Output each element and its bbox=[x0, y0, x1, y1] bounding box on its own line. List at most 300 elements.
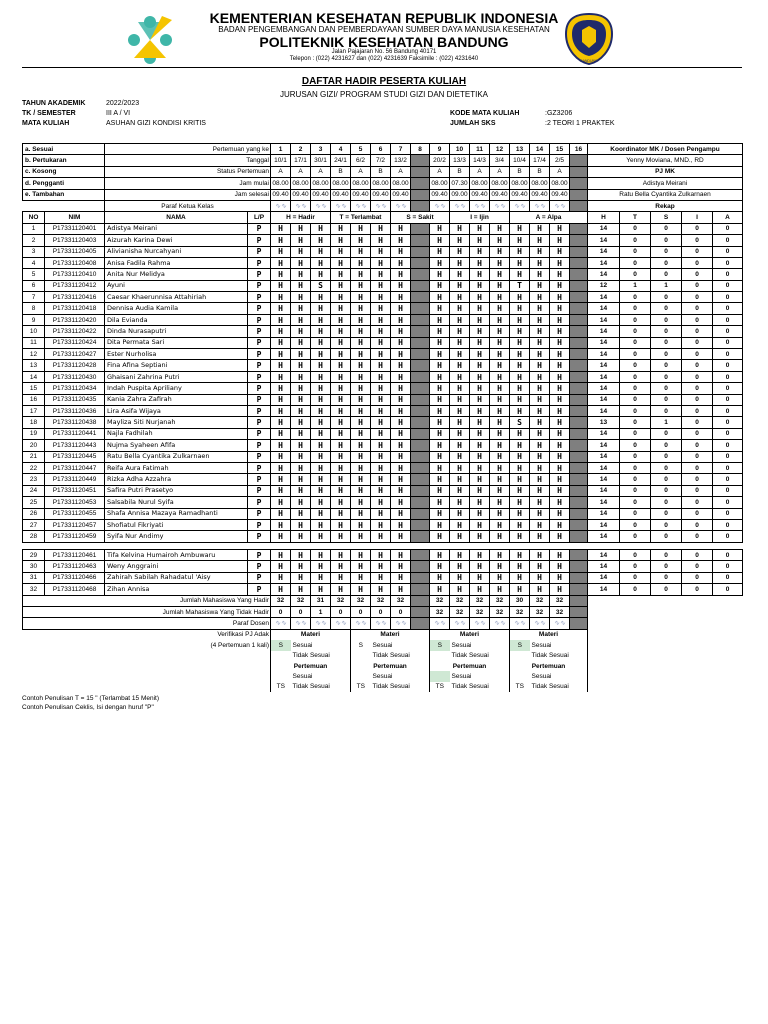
attendance-mark: H bbox=[550, 326, 570, 337]
session-selesai-cell bbox=[411, 189, 430, 200]
attendance-mark: H bbox=[311, 257, 331, 268]
blank-session-cell bbox=[411, 417, 430, 428]
attendance-mark: H bbox=[550, 314, 570, 325]
attendance-mark: H bbox=[550, 561, 570, 572]
attendance-mark: H bbox=[470, 383, 490, 394]
attendance-mark: H bbox=[371, 349, 391, 360]
student-row bbox=[23, 550, 743, 561]
attendance-mark: H bbox=[351, 428, 371, 439]
attendance-mark: H bbox=[470, 326, 490, 337]
attendance-mark: H bbox=[331, 383, 351, 394]
student-lp: P bbox=[248, 405, 271, 416]
attendance-mark: H bbox=[470, 462, 490, 473]
rekap-value: 14 bbox=[588, 394, 620, 405]
attendance-mark: H bbox=[311, 371, 331, 382]
rekap-value: 0 bbox=[651, 462, 682, 473]
rekap-value: 14 bbox=[588, 246, 620, 257]
student-lp: P bbox=[248, 440, 271, 451]
summary-value: 32 bbox=[430, 606, 450, 617]
attendance-mark: H bbox=[311, 314, 331, 325]
row-label-pertemuan: Pertemuan yang ke bbox=[105, 144, 271, 155]
attendance-mark: H bbox=[371, 508, 391, 519]
paraf-dosen-signature: ∿∿ bbox=[430, 618, 450, 629]
session-mulai-cell: 08.00 bbox=[271, 178, 291, 189]
attendance-mark: H bbox=[311, 531, 331, 542]
rekap-value: 0 bbox=[620, 246, 651, 257]
session-mulai-cell: 07.30 bbox=[450, 178, 470, 189]
attendance-mark: H bbox=[510, 303, 530, 314]
session-mulai-cell bbox=[570, 178, 588, 189]
attendance-mark: H bbox=[291, 371, 311, 382]
attendance-mark: H bbox=[291, 235, 311, 246]
summary-tidak-hadir-row bbox=[23, 606, 743, 617]
rekap-value: 0 bbox=[682, 280, 713, 291]
student-nim: P17331120405 bbox=[45, 246, 105, 257]
attendance-mark: H bbox=[490, 428, 510, 439]
attendance-mark: H bbox=[510, 292, 530, 303]
attendance-mark: H bbox=[311, 508, 331, 519]
rekap-value: 0 bbox=[620, 531, 651, 542]
blank-session-cell bbox=[411, 451, 430, 462]
paraf-signature-cell: ∿∿ bbox=[510, 200, 530, 211]
paraf-signature-cell: ∿∿ bbox=[311, 200, 331, 211]
attendance-mark: H bbox=[311, 497, 331, 508]
attendance-mark: H bbox=[271, 349, 291, 360]
attendance-mark: H bbox=[371, 561, 391, 572]
student-nim: P17331120436 bbox=[45, 405, 105, 416]
session-mulai-cell: 08.00 bbox=[371, 178, 391, 189]
rekap-value: 0 bbox=[620, 462, 651, 473]
attendance-mark: H bbox=[371, 235, 391, 246]
student-nim: P17331120418 bbox=[45, 303, 105, 314]
blank-session-cell bbox=[570, 371, 588, 382]
summary-value: 32 bbox=[530, 606, 550, 617]
verification-heading: Pertemuan bbox=[351, 661, 430, 671]
student-row bbox=[23, 508, 743, 519]
verification-option: Sesuai bbox=[530, 640, 588, 650]
rekap-value: 0 bbox=[713, 519, 743, 530]
attendance-mark: H bbox=[470, 360, 490, 371]
coordinator-cell: Yenny Moviana, MND., RD bbox=[588, 155, 743, 166]
attendance-mark: H bbox=[530, 561, 550, 572]
attendance-mark: H bbox=[371, 337, 391, 348]
student-lp: P bbox=[248, 561, 271, 572]
rekap-value: 0 bbox=[682, 550, 713, 561]
attendance-mark: H bbox=[550, 440, 570, 451]
attendance-mark: H bbox=[391, 451, 411, 462]
rekap-value: 0 bbox=[651, 371, 682, 382]
session-mulai-cell: 08.00 bbox=[490, 178, 510, 189]
attendance-mark: H bbox=[430, 462, 450, 473]
paraf-dosen-signature: ∿∿ bbox=[530, 618, 550, 629]
attendance-mark: H bbox=[331, 561, 351, 572]
attendance-mark: H bbox=[550, 371, 570, 382]
attendance-mark: H bbox=[311, 561, 331, 572]
legend-item: c. Kosong bbox=[23, 166, 105, 177]
attendance-mark: H bbox=[510, 269, 530, 280]
attendance-mark: H bbox=[530, 223, 550, 234]
paraf-dosen-signature: ∿∿ bbox=[311, 618, 331, 629]
attendance-mark: H bbox=[530, 428, 550, 439]
attendance-mark: H bbox=[450, 223, 470, 234]
attendance-mark: H bbox=[351, 394, 371, 405]
rekap-value: 0 bbox=[713, 550, 743, 561]
student-nim: P17331120457 bbox=[45, 519, 105, 530]
attendance-mark: H bbox=[271, 417, 291, 428]
rekap-value: 0 bbox=[620, 269, 651, 280]
attendance-mark: H bbox=[530, 508, 550, 519]
student-lp: P bbox=[248, 280, 271, 291]
attendance-mark: H bbox=[510, 440, 530, 451]
rekap-value: 0 bbox=[682, 269, 713, 280]
session-status-cell: A bbox=[430, 166, 450, 177]
student-lp: P bbox=[248, 235, 271, 246]
student-name: Mayliza Siti Nurjanah bbox=[105, 417, 248, 428]
verification-code: S bbox=[351, 640, 371, 650]
rekap-value: 14 bbox=[588, 303, 620, 314]
attendance-mark: H bbox=[291, 550, 311, 561]
attendance-mark: H bbox=[351, 269, 371, 280]
rekap-value: 0 bbox=[713, 326, 743, 337]
attendance-mark: H bbox=[291, 269, 311, 280]
student-no: 23 bbox=[23, 474, 45, 485]
attendance-mark: H bbox=[530, 349, 550, 360]
blank-session-cell bbox=[411, 326, 430, 337]
attendance-mark: H bbox=[291, 561, 311, 572]
rekap-value: 0 bbox=[620, 417, 651, 428]
attendance-mark: H bbox=[291, 360, 311, 371]
verification-option: Tidak Sesuai bbox=[530, 682, 588, 692]
summary-value: 32 bbox=[530, 595, 550, 606]
attendance-mark: H bbox=[311, 326, 331, 337]
student-nim: P17331120428 bbox=[45, 360, 105, 371]
blank-session-cell bbox=[570, 405, 588, 416]
blank-session-cell bbox=[570, 326, 588, 337]
attendance-mark: H bbox=[550, 383, 570, 394]
attendance-mark: H bbox=[271, 497, 291, 508]
verification-heading: Pertemuan bbox=[510, 661, 588, 671]
attendance-mark: H bbox=[530, 531, 550, 542]
attendance-mark: H bbox=[510, 497, 530, 508]
blank-session-cell bbox=[570, 519, 588, 530]
rekap-value: 0 bbox=[620, 519, 651, 530]
header-row-paraf bbox=[23, 200, 743, 211]
attendance-mark: H bbox=[291, 337, 311, 348]
paraf-dosen-signature: ∿∿ bbox=[331, 618, 351, 629]
rekap-value: 0 bbox=[651, 394, 682, 405]
summary-value: 30 bbox=[510, 595, 530, 606]
session-pertemuan-cell: 9 bbox=[430, 144, 450, 155]
student-name: Anisa Fadila Rahma bbox=[105, 257, 248, 268]
attendance-mark: H bbox=[510, 462, 530, 473]
attendance-mark: H bbox=[530, 292, 550, 303]
attendance-mark: H bbox=[371, 572, 391, 583]
attendance-mark: H bbox=[450, 497, 470, 508]
attendance-mark: H bbox=[550, 508, 570, 519]
attendance-mark: H bbox=[450, 235, 470, 246]
rekap-value: 0 bbox=[620, 371, 651, 382]
student-row bbox=[23, 417, 743, 428]
attendance-mark: H bbox=[271, 474, 291, 485]
attendance-mark: H bbox=[351, 235, 371, 246]
verification-code bbox=[510, 671, 530, 681]
verification-heading: Pertemuan bbox=[430, 661, 510, 671]
attendance-mark: H bbox=[371, 269, 391, 280]
attendance-mark: H bbox=[430, 371, 450, 382]
col-no: NO bbox=[23, 212, 45, 223]
coordinator-cell: Koordinator MK / Dosen Pengampu bbox=[588, 144, 743, 155]
row-label-mulai: Jam mulai bbox=[105, 178, 271, 189]
summary-value: 32 bbox=[550, 595, 570, 606]
attendance-mark: H bbox=[331, 497, 351, 508]
attendance-mark: H bbox=[311, 572, 331, 583]
rekap-value: 14 bbox=[588, 519, 620, 530]
attendance-mark: H bbox=[271, 257, 291, 268]
attendance-mark: H bbox=[391, 497, 411, 508]
attendance-mark: H bbox=[371, 417, 391, 428]
student-row bbox=[23, 584, 743, 595]
attendance-mark: H bbox=[430, 584, 450, 595]
session-pertemuan-cell: 7 bbox=[391, 144, 411, 155]
attendance-mark: H bbox=[391, 584, 411, 595]
student-name: Zahirah Sabilah Rahadatul 'Aisy bbox=[105, 572, 248, 583]
attendance-mark: H bbox=[271, 485, 291, 496]
attendance-mark: H bbox=[351, 360, 371, 371]
student-name: Lira Asifa Wijaya bbox=[105, 405, 248, 416]
attendance-mark: H bbox=[291, 497, 311, 508]
summary-value: 32 bbox=[450, 595, 470, 606]
attendance-mark: T bbox=[510, 280, 530, 291]
attendance-mark: H bbox=[331, 584, 351, 595]
attendance-mark: H bbox=[450, 314, 470, 325]
attendance-mark: H bbox=[550, 531, 570, 542]
verification-code bbox=[430, 651, 450, 661]
blank-session-cell bbox=[411, 349, 430, 360]
attendance-mark: H bbox=[351, 223, 371, 234]
rekap-value: 13 bbox=[588, 417, 620, 428]
student-nim: P17331120447 bbox=[45, 462, 105, 473]
rekap-value: 0 bbox=[620, 508, 651, 519]
attendance-mark: H bbox=[371, 314, 391, 325]
paraf-signature-cell: ∿∿ bbox=[291, 200, 311, 211]
blank-session-cell bbox=[411, 405, 430, 416]
rekap-value: 0 bbox=[651, 550, 682, 561]
attendance-mark: H bbox=[510, 383, 530, 394]
column-header-row bbox=[23, 212, 743, 223]
attendance-mark: H bbox=[490, 349, 510, 360]
attendance-mark: H bbox=[430, 337, 450, 348]
attendance-mark: H bbox=[510, 550, 530, 561]
summary-hadir-row bbox=[23, 595, 743, 606]
rekap-value: 0 bbox=[682, 417, 713, 428]
rekap-value: 0 bbox=[713, 292, 743, 303]
rekap-value: 14 bbox=[588, 383, 620, 394]
student-name: Alivianisha Nurcahyani bbox=[105, 246, 248, 257]
rekap-value: 14 bbox=[588, 485, 620, 496]
attendance-mark: H bbox=[331, 428, 351, 439]
summary-value bbox=[570, 606, 588, 617]
rekap-value: 0 bbox=[682, 314, 713, 325]
attendance-mark: H bbox=[271, 451, 291, 462]
student-lp: P bbox=[248, 474, 271, 485]
blank-session-cell bbox=[570, 394, 588, 405]
session-status-cell: B bbox=[510, 166, 530, 177]
attendance-mark: H bbox=[550, 257, 570, 268]
student-nim: P17331120410 bbox=[45, 269, 105, 280]
student-no: 16 bbox=[23, 394, 45, 405]
attendance-mark: H bbox=[450, 349, 470, 360]
attendance-mark: H bbox=[470, 269, 490, 280]
agency-name: BADAN PENGEMBANGAN DAN PEMBERDAYAAN SUMBER DAYA MANUSIA KESEHATAN bbox=[218, 25, 550, 34]
rekap-value: 0 bbox=[651, 508, 682, 519]
attendance-mark: H bbox=[530, 303, 550, 314]
attendance-mark: H bbox=[271, 383, 291, 394]
student-name: Shafa Annisa Mazaya Ramadhanti bbox=[105, 508, 248, 519]
rekap-value: 0 bbox=[682, 508, 713, 519]
student-nim: P17331120463 bbox=[45, 561, 105, 572]
attendance-mark: H bbox=[371, 405, 391, 416]
attendance-mark: H bbox=[351, 326, 371, 337]
rekap-value: 0 bbox=[651, 326, 682, 337]
summary-value: 32 bbox=[430, 595, 450, 606]
attendance-mark: H bbox=[510, 223, 530, 234]
student-no: 15 bbox=[23, 383, 45, 394]
attendance-mark: H bbox=[510, 485, 530, 496]
rekap-value: 0 bbox=[651, 257, 682, 268]
verification-code: TS bbox=[510, 682, 530, 692]
student-nim: P17331120420 bbox=[45, 314, 105, 325]
rekap-value: 0 bbox=[620, 292, 651, 303]
sks-value: :2 TEORI 1 PRAKTEK bbox=[545, 120, 615, 127]
rekap-value: 14 bbox=[588, 531, 620, 542]
attendance-mark: H bbox=[550, 417, 570, 428]
paraf-dosen-signature: ∿∿ bbox=[510, 618, 530, 629]
attendance-mark: H bbox=[470, 440, 490, 451]
attendance-mark: H bbox=[371, 383, 391, 394]
attendance-mark: H bbox=[510, 572, 530, 583]
attendance-mark: H bbox=[430, 531, 450, 542]
attendance-mark: H bbox=[470, 257, 490, 268]
attendance-mark: H bbox=[470, 280, 490, 291]
attendance-mark: H bbox=[351, 417, 371, 428]
rekap-value: 0 bbox=[620, 223, 651, 234]
attendance-mark: H bbox=[470, 349, 490, 360]
attendance-mark: H bbox=[550, 269, 570, 280]
blank-session-cell bbox=[570, 531, 588, 542]
rekap-value: 1 bbox=[651, 417, 682, 428]
student-no: 12 bbox=[23, 349, 45, 360]
attendance-mark: H bbox=[371, 497, 391, 508]
summary-value: 32 bbox=[550, 606, 570, 617]
student-row bbox=[23, 280, 743, 291]
student-nim: P17331120443 bbox=[45, 440, 105, 451]
attendance-mark: H bbox=[331, 451, 351, 462]
attendance-mark: H bbox=[371, 280, 391, 291]
student-lp: P bbox=[248, 303, 271, 314]
rekap-value: 0 bbox=[651, 383, 682, 394]
attendance-mark: H bbox=[311, 474, 331, 485]
attendance-mark: H bbox=[291, 326, 311, 337]
attendance-mark: H bbox=[331, 550, 351, 561]
attendance-mark: H bbox=[331, 269, 351, 280]
attendance-mark: H bbox=[510, 394, 530, 405]
attendance-mark: H bbox=[550, 360, 570, 371]
attendance-mark: H bbox=[490, 371, 510, 382]
attendance-mark: H bbox=[550, 485, 570, 496]
legend-sakit: S = Sakit bbox=[391, 212, 450, 223]
student-lp: P bbox=[248, 462, 271, 473]
attendance-mark: H bbox=[311, 223, 331, 234]
attendance-mark: H bbox=[271, 462, 291, 473]
attendance-mark: H bbox=[291, 417, 311, 428]
attendance-mark: H bbox=[490, 572, 510, 583]
blank-session-cell bbox=[570, 417, 588, 428]
blank-session-cell bbox=[411, 303, 430, 314]
document-title: DAFTAR HADIR PESERTA KULIAH bbox=[301, 76, 467, 87]
attendance-mark: H bbox=[490, 405, 510, 416]
student-lp: P bbox=[248, 269, 271, 280]
rekap-value: 0 bbox=[713, 349, 743, 360]
attendance-mark: H bbox=[291, 519, 311, 530]
seal-text: BANDUNG bbox=[580, 59, 598, 63]
student-lp: P bbox=[248, 417, 271, 428]
session-status-cell: A bbox=[391, 166, 411, 177]
attendance-mark: H bbox=[530, 405, 550, 416]
attendance-mark: H bbox=[351, 303, 371, 314]
verification-option: Tidak Sesuai bbox=[371, 682, 430, 692]
attendance-mark: H bbox=[271, 405, 291, 416]
student-no: 5 bbox=[23, 269, 45, 280]
attendance-mark: H bbox=[490, 280, 510, 291]
student-name: Ayuni bbox=[105, 280, 248, 291]
attendance-mark: H bbox=[510, 405, 530, 416]
attendance-mark: H bbox=[351, 371, 371, 382]
student-no: 1 bbox=[23, 223, 45, 234]
student-name: Reifa Aura Fatimah bbox=[105, 462, 248, 473]
verification-code: S bbox=[430, 640, 450, 650]
attendance-mark: H bbox=[331, 360, 351, 371]
attendance-mark: H bbox=[530, 440, 550, 451]
rekap-value: 14 bbox=[588, 405, 620, 416]
rekap-value: 0 bbox=[651, 314, 682, 325]
summary-tidak-hadir-row-label: Jumlah Mahasiswa Yang Tidak Hadir bbox=[23, 606, 271, 617]
student-lp: P bbox=[248, 292, 271, 303]
attendance-mark: H bbox=[530, 246, 550, 257]
session-status-cell: A bbox=[271, 166, 291, 177]
attendance-mark: H bbox=[391, 383, 411, 394]
student-lp: P bbox=[248, 519, 271, 530]
tk-value: III A / VI bbox=[106, 110, 131, 117]
attendance-mark: H bbox=[331, 292, 351, 303]
student-no: 32 bbox=[23, 584, 45, 595]
paraf-dosen-signature: ∿∿ bbox=[470, 618, 490, 629]
verification-option: Tidak Sesuai bbox=[450, 682, 510, 692]
attendance-mark: H bbox=[490, 257, 510, 268]
student-name: Zihan Annisa bbox=[105, 584, 248, 595]
rekap-value: 14 bbox=[588, 223, 620, 234]
attendance-mark: H bbox=[391, 405, 411, 416]
attendance-mark: H bbox=[371, 394, 391, 405]
session-pertemuan-cell: 12 bbox=[490, 144, 510, 155]
rekap-value: 0 bbox=[682, 561, 713, 572]
kode-label: KODE MATA KULIAH bbox=[450, 110, 520, 117]
ministry-name: KEMENTERIAN KESEHATAN REPUBLIK INDONESIA bbox=[209, 10, 559, 26]
attendance-mark: H bbox=[510, 246, 530, 257]
rekap-value: 0 bbox=[620, 394, 651, 405]
paraf-dosen-signature: ∿∿ bbox=[351, 618, 371, 629]
session-selesai-cell: 09.40 bbox=[490, 189, 510, 200]
session-selesai-cell: 09.40 bbox=[470, 189, 490, 200]
